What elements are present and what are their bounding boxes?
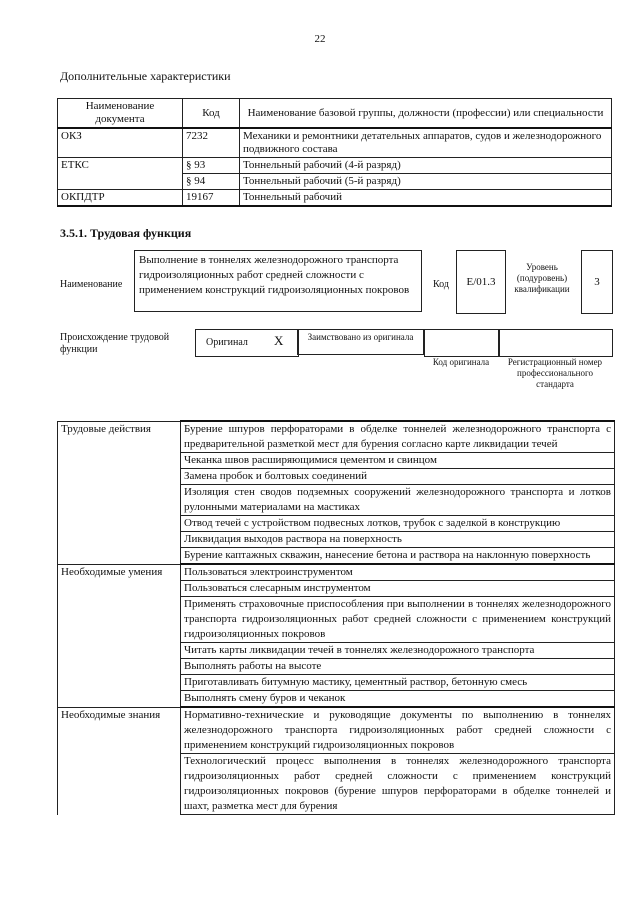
list-item: Пользоваться электроинструментом	[181, 564, 615, 581]
additional-characteristics-table	[57, 98, 612, 207]
original-mark: X	[274, 333, 284, 348]
list-item: Читать карты ликвидации течей в тоннелях железнодорожного транспорта	[181, 643, 615, 659]
list-item: Пользоваться слесарным инструментом	[181, 581, 615, 597]
list-item: Приготавливать битумную мастику, цементный раствор, бетонную смесь	[181, 675, 615, 691]
function-name-box: Выполнение в тоннелях железнодорожного транспорта гидроизоляционных работ средней сложности с применением конструкций гидроизоляционных покровов	[134, 250, 422, 312]
category-knowledge: Необходимые знания	[58, 707, 181, 815]
cell-doc: ЕТКС	[58, 158, 183, 190]
code-label: Код	[433, 279, 449, 290]
labor-function-heading: 3.5.1. Трудовая функция	[60, 226, 192, 240]
cell-doc: ОКПДТР	[58, 190, 183, 207]
cell-doc: ОКЗ	[58, 128, 183, 158]
cell-name: Тоннельный рабочий (4-й разряд)	[240, 158, 612, 174]
table-row	[58, 158, 612, 174]
name-label: Наименование	[60, 279, 123, 290]
list-item: Бурение шпуров перфораторами в обделке тоннелей железнодорожного транспорта с предварительной разметкой мест для бурения согласно карте ликвидации течей	[181, 421, 615, 453]
orig-code-box	[424, 329, 500, 357]
table-row	[58, 128, 612, 158]
list-item: Изоляция стен сводов подземных сооружений железнодорожного транспорта и лотков рулонными материалами на мастиках	[181, 485, 615, 516]
list-item: Отвод течей с устройством подвесных лотков, трубок с заделкой в конструкцию	[181, 516, 615, 532]
table-row	[58, 564, 615, 581]
cell-code: § 94	[183, 174, 240, 190]
list-item: Чеканка швов расширяющимися цементом и свинцом	[181, 453, 615, 469]
header-name: Наименование базовой группы, должности (профессии) или специальности	[240, 99, 612, 129]
table-row	[58, 707, 615, 754]
additional-heading: Дополнительные характеристики	[60, 69, 231, 83]
list-item: Нормативно-технические и руководящие документы по выполнению в тоннелях железнодорожного транспорта гидроизоляционных работ средней сложности с применением конструкций гидроизоляционных покровов	[181, 707, 615, 754]
header-code: Код	[183, 99, 240, 129]
cell-code: § 93	[183, 158, 240, 174]
list-item: Бурение каптажных скважин, нанесение бетона и раствора на наклонную поверхность	[181, 548, 615, 565]
cell-code: 19167	[183, 190, 240, 207]
header-document: Наименование документа	[58, 99, 183, 129]
list-item: Применять страховочные приспособления при выполнении в тоннелях железнодорожного транспорта гидроизоляционных работ средней сложности с применением конструкций гидроизоляционных покровов	[181, 597, 615, 643]
original-box	[195, 329, 299, 357]
cell-code: 7232	[183, 128, 240, 158]
cell-name: Тоннельный рабочий	[240, 190, 612, 207]
category-labor-actions: Трудовые действия	[58, 421, 181, 564]
cell-name: Тоннельный рабочий (5-й разряд)	[240, 174, 612, 190]
original-label: Оригинал	[206, 337, 248, 348]
borrowed-box: Заимствовано из оригинала	[297, 329, 424, 355]
list-item: Технологический процесс выполнения в тоннелях железнодорожного транспорта гидроизоляционных работ средней сложности с применением конструкций гидроизоляционных покровов (бурение шпуров перфораторами в обделке тоннелей и шахт, разметка мест для бурения	[181, 754, 615, 815]
code-value-box: E/01.3	[456, 250, 506, 314]
list-item: Выполнять смену буров и чеканок	[181, 691, 615, 708]
level-label: Уровень (подуровень) квалификации	[514, 262, 570, 294]
level-value-box: 3	[581, 250, 613, 314]
reg-number-box	[498, 329, 613, 357]
category-skills: Необходимые умения	[58, 564, 181, 707]
orig-code-label: Код оригинала	[432, 357, 490, 367]
list-item: Замена пробок и болтовых соединений	[181, 469, 615, 485]
table-row	[58, 421, 615, 453]
cell-name: Механики и ремонтники детательных аппаратов, судов и железнодорожного подвижного состава	[240, 128, 612, 158]
page-number: 22	[314, 33, 326, 45]
list-item: Ликвидация выходов раствора на поверхность	[181, 532, 615, 548]
table-row	[58, 190, 612, 207]
reg-number-label: Регистрационный номер профессионального стандарта	[507, 357, 603, 389]
list-item: Выполнять работы на высоте	[181, 659, 615, 675]
origin-label: Происхождение трудовой функции	[60, 332, 170, 355]
labor-function-table	[57, 420, 615, 815]
